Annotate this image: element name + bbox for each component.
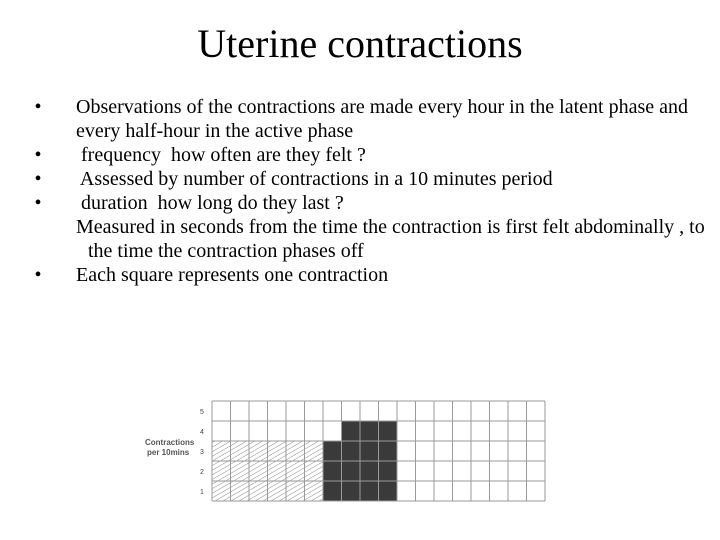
y-tick-label: 2 [200,469,204,476]
hatched-contraction-bar [231,441,250,501]
bullet-marker: • [34,192,42,214]
bullet-item [28,167,708,191]
y-tick-label: 3 [200,449,204,456]
bullet-marker: • [34,96,42,118]
y-tick-labels [200,409,204,496]
bullet-item [28,263,708,287]
slide-title: Uterine contractions [197,21,523,66]
hatched-contraction-bar [249,441,268,501]
bullet-marker: • [34,144,42,166]
bullet-text: duration how long do they last ? [76,192,344,214]
bullet-text: Measured in seconds from the time the contraction is first felt abdominally , to the time the contraction phases off [76,216,705,262]
bullet-continuation [28,215,708,263]
y-tick-label: 5 [200,409,204,416]
y-tick-label: 1 [200,489,204,496]
bullet-text: Assessed by number of contractions in a 10 minutes period [76,168,553,190]
contraction-chart [145,395,600,510]
bullet-item [28,95,708,143]
bullet-list [28,95,708,287]
bullet-item [28,143,708,167]
hatched-contraction-bar [305,441,324,501]
bullet-item [28,191,708,215]
bullet-marker: • [34,168,42,190]
bullet-text: Observations of the contractions are made every hour in the latent phase and every half-hour in the active phase [76,96,689,142]
y-axis-label: Contractions [145,438,195,447]
y-axis-label-line2: per 10mins [147,448,190,457]
bullet-text: frequency how often are they felt ? [76,144,366,166]
bullet-text: Each square represents one contraction [76,264,389,286]
hatched-contraction-bar [286,441,305,501]
contraction-grid-svg [145,395,600,510]
solid-contraction-bar [323,441,342,501]
y-tick-label: 4 [200,429,204,436]
hatched-contraction-bar [268,441,287,501]
bullet-marker: • [34,264,42,286]
hatched-contraction-bar [212,441,231,501]
